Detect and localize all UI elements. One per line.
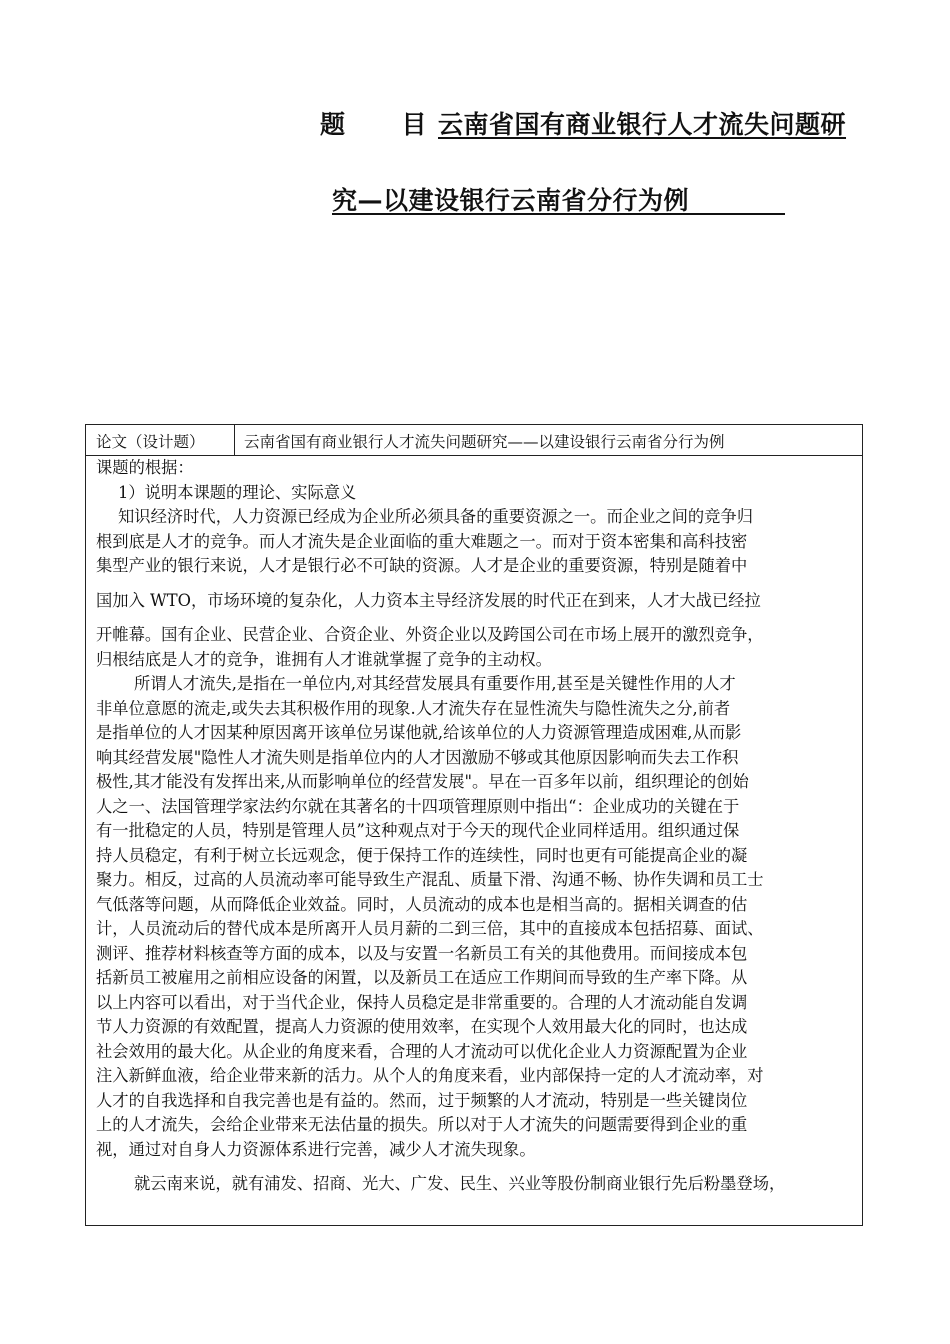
p1-line: 根到底是人才的竞争。而人才流失是企业面临的重大难题之一。而对于资本密集和高科技密 bbox=[96, 531, 748, 551]
p1-line: 归根结底是人才的竞争，谁拥有人才谁就掌握了竞争的主动权。 bbox=[96, 649, 552, 669]
p2-line: 人之一、法国管理学家法约尔就在其著名的十四项管理原则中指出“：企业成功的关键在于 bbox=[96, 796, 740, 816]
p3-rest: 浦发、招商、光大、广发、民生、兴业等股份制商业银行先后粉墨登场， bbox=[264, 1174, 786, 1193]
p2-line: 以上内容可以看出，对于当代企业，保持人员稳定是非常重要的。合理的人才流动能自发调 bbox=[96, 992, 748, 1012]
p2-line: 所谓人才流失,是指在一单位内,对其经营发展具有重要作用,甚至是关键性作用的人才 bbox=[134, 674, 736, 693]
p2-line: 注入新鲜血液，给企业带来新的活力。从个人的角度来看，业内部保持一定的人才流动率，对 bbox=[96, 1066, 764, 1085]
p2-line: 持人员稳定，有利于树立长远观念，便于保持工作的连续性，同时也更有可能提高企业的凝 bbox=[96, 845, 748, 865]
form-header-divider bbox=[234, 425, 235, 455]
form-header-value: 云南省国有商业银行人才流失问题研究——以建设银行云南省分行为例 bbox=[244, 433, 725, 451]
p2-line: 上的人才流失，会给企业带来无法估量的损失。所以对于人才流失的问题需要得到企业的重 bbox=[96, 1115, 748, 1134]
title-line-1 bbox=[320, 105, 846, 141]
p3-start: 就云南来说，就有 bbox=[134, 1174, 265, 1193]
p2-line: 非单位意愿的流走,或失去其积极作用的现象.人才流失存在显性流失与隐性流失之分,前者 bbox=[96, 698, 731, 718]
p1-line: 国加入 WTO，市场环境的复杂化，人力资本主导经济发展的时代正在到来，人才大战已经拉 bbox=[96, 590, 761, 610]
p2-line: 社会效用的最大化。从企业的角度来看，合理的人才流动可以优化企业人力资源配置为企业 bbox=[96, 1041, 748, 1061]
title-underline-pad bbox=[689, 189, 785, 215]
p2-line: 聚力。相反，过高的人员流动率可能导致生产混乱、质量下滑、沟通不畅、协作失调和员工士 bbox=[96, 870, 764, 889]
p1-line: 开帷幕。国有企业、民营企业、合资企业、外资企业以及跨国公司在市场上展开的激烈竞争， bbox=[96, 625, 764, 644]
form-header-label: 论文（设计题） bbox=[96, 433, 205, 451]
p2-line: 计，人员流动后的替代成本是所离开人员月薪的二到三倍，其中的直接成本包括招募、面试、 bbox=[96, 919, 764, 938]
title-text-2: 究—以建设银行云南省分行为例 bbox=[332, 186, 690, 215]
p2-line: 有一批稳定的人员，特别是管理人员”这种观点对于今天的现代企业同样适用。组织通过保 bbox=[96, 821, 740, 840]
title-label: 题 目 bbox=[320, 110, 428, 139]
form-body bbox=[96, 456, 856, 1197]
p2-line: 括新员工被雇用之前相应设备的闲置，以及新员工在适应工作期间而导致的生产率下降。从 bbox=[96, 968, 748, 987]
p2-line: 响其经营发展"隐性人才流失则是指单位内的人才因激励不够或其他原因影响而失去工作积 bbox=[96, 747, 739, 767]
p2-line: 气低落等问题，从而降低企业效益。同时，人员流动的成本也是相当高的。据相关调查的估 bbox=[96, 894, 748, 914]
p2-line: 人才的自我选择和自我完善也是有益的。然而，过于频繁的人才流动，特别是一些关键岗位 bbox=[96, 1090, 748, 1110]
p3-line bbox=[96, 1172, 856, 1197]
form-header-row bbox=[86, 425, 862, 456]
title-line-2 bbox=[332, 181, 785, 217]
title-text-1: 云南省国有商业银行人才流失问题研 bbox=[438, 110, 847, 139]
p1-line: 知识经济时代，人力资源已经成为企业所必须具备的重要资源之一。而企业之间的竞争归 bbox=[118, 507, 753, 526]
p2-line: 节人力资源的有效配置，提高人力资源的使用效率，在实现个人效用最大化的同时，也达成 bbox=[96, 1017, 748, 1036]
subheading: 1）说明本课题的理论、实际意义 bbox=[118, 482, 357, 502]
p1-line: 集型产业的银行来说，人才是银行必不可缺的资源。人才是企业的重要资源，特别是随着中 bbox=[96, 556, 748, 575]
p2-line: 极性,其才能没有发挥出来,从而影响单位的经营发展"。早在一百多年以前，组织理论的创始 bbox=[96, 772, 749, 791]
section-heading: 课题的根据： bbox=[96, 458, 194, 477]
p2-line: 视，通过对自身人力资源体系进行完善，减少人才流失现象。 bbox=[96, 1139, 536, 1159]
p2-line: 是指单位的人才因某种原因离开该单位另谋他就,给该单位的人力资源管理造成困难,从而影 bbox=[96, 723, 742, 742]
thesis-form bbox=[85, 424, 863, 1226]
p2-line: 测评、推荐材料核查等方面的成本，以及与安置一名新员工有关的其他费用。而间接成本包 bbox=[96, 943, 748, 963]
